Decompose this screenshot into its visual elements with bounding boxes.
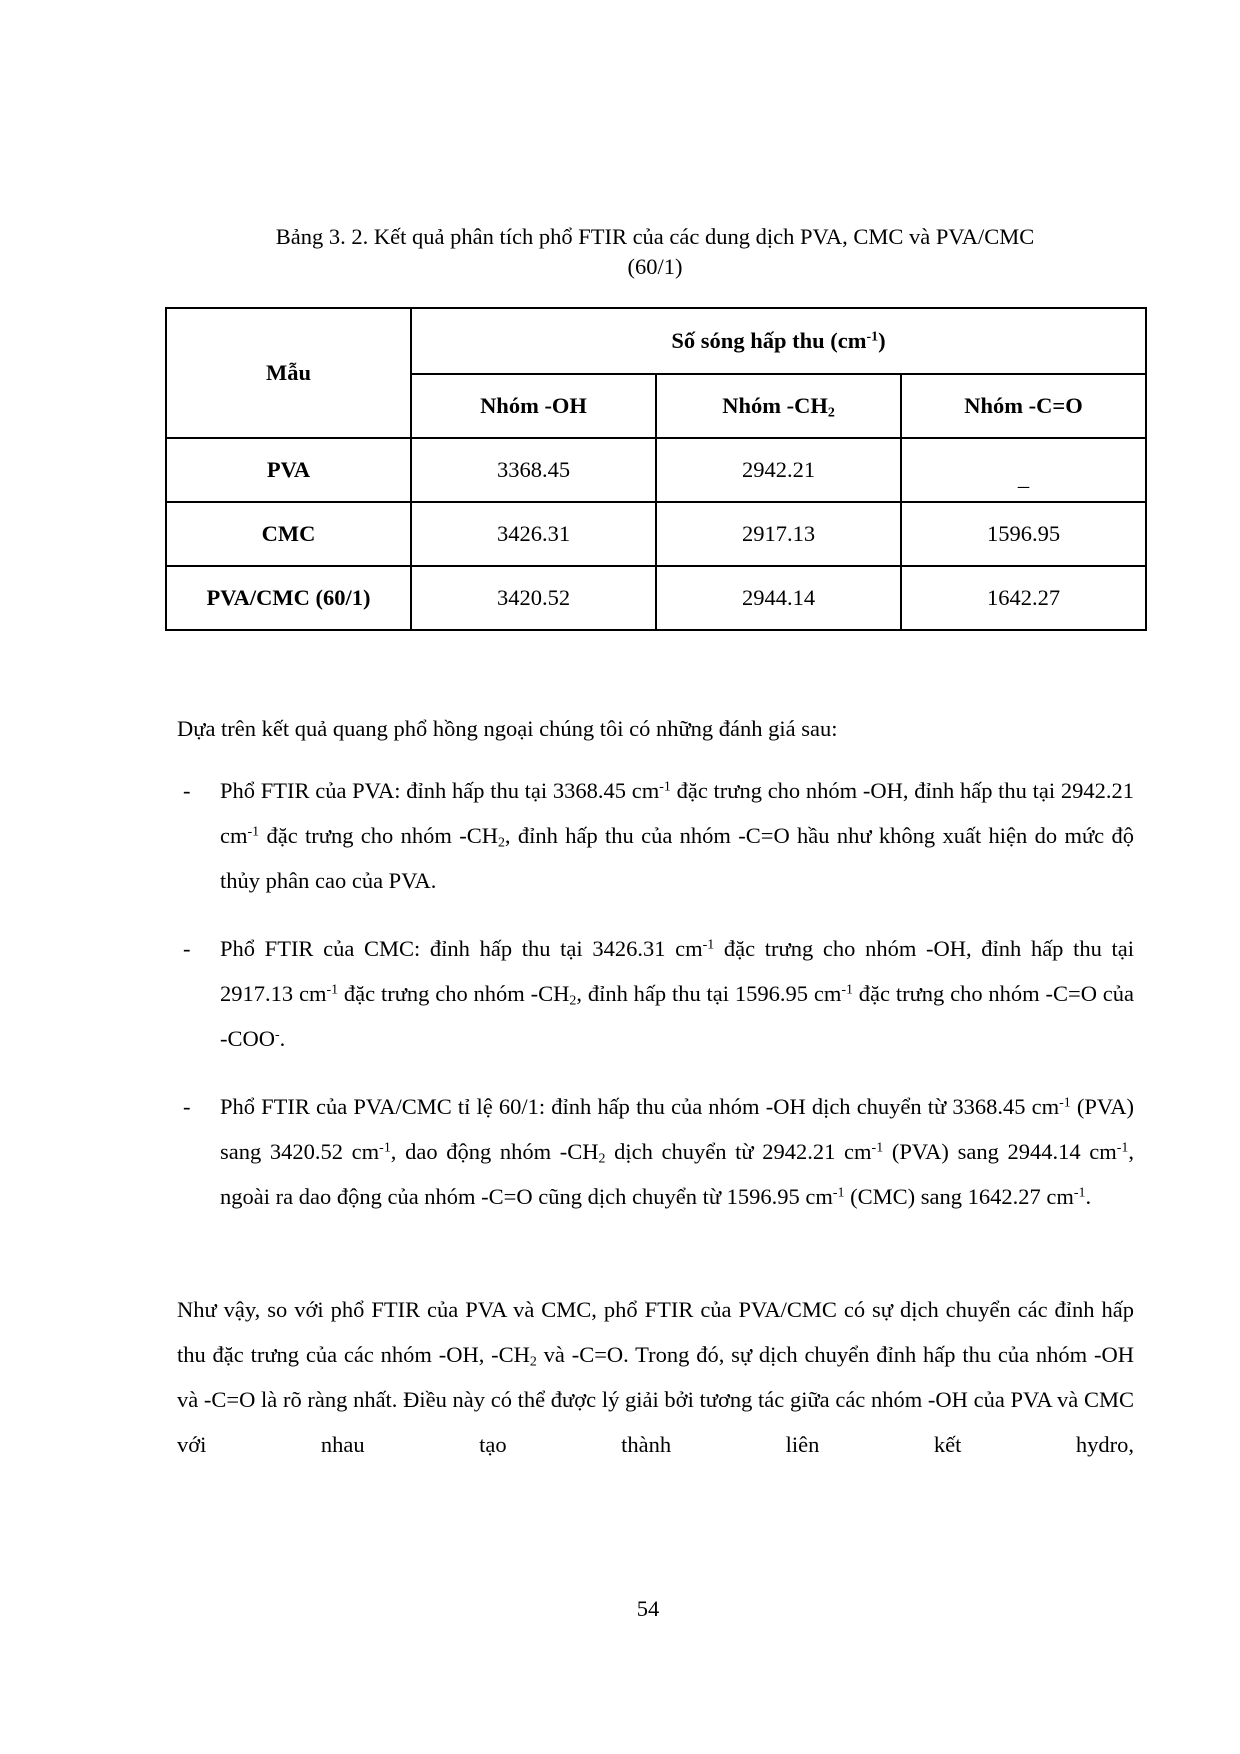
header-ch2-sub: 2 [827,405,835,421]
table-caption [166,222,1144,282]
finding-text: Phổ FTIR của CMC: đỉnh hấp thu tại 3426.31 $cm^{-1}$ đặc trưng cho nhóm -OH, đỉnh hấp thu tại 2917.13 $cm^{-1}$ đặc trưng cho nhóm $-CH_2$, đỉnh hấp thu tại 1596.95 $cm^{-1}$ đặc trưng cho nhóm -C=O của -COO-. [220,936,1135,1051]
finding-cmc [177,926,1134,1061]
header-oh-text: Nhóm -OH [480,393,587,418]
caption-line-1: Bảng 3. 2. Kết quả phân tích phổ FTIR của các dung dịch PVA, CMC và PVA/CMC [275,224,1035,249]
cell-co-value: _ [1017,465,1030,490]
caption-line-2: (60/1) [627,254,683,279]
cell-ch2: 2942.21 [656,438,901,502]
header-wavenumber-sup: -1 [866,329,879,345]
header-sample: Mẫu [166,308,411,438]
cell-sample: PVA/CMC (60/1) [166,566,411,630]
header-oh [411,374,656,438]
table-row [166,438,1146,502]
finding-text: Phổ FTIR của PVA/CMC tỉ lệ 60/1: đỉnh hấp thu của nhóm -OH dịch chuyển từ 3368.45 $cm^{-1}$ (PVA) sang 3420.52 $cm^{-1}$, dao động nhóm $-CH_2$ dịch chuyển từ 2942.21 $cm^{-1}$ (PVA) sang 2944.14 $cm^{-1}$, ngoài ra dao động của nhóm -C=O cũng dịch chuyển từ 1596.95 $cm^{-1}$ (CMC) sang 1642.27 $cm^{-1}$. [220,1094,1134,1209]
intro-paragraph: Dựa trên kết quả quang phổ hồng ngoại chúng tôi có những đánh giá sau: [177,716,838,741]
header-co [901,374,1146,438]
ftir-results-table [165,307,1147,631]
cell-sample: PVA [166,438,411,502]
cell-oh: 3426.31 [411,502,656,566]
cell-co: 1596.95 [901,502,1146,566]
cell-ch2: 2944.14 [656,566,901,630]
finding-text: Phổ FTIR của PVA: đỉnh hấp thu tại 3368.45 $cm^{-1}$ đặc trưng cho nhóm -OH, đỉnh hấp thu tại 2942.21 $cm^{-1}$ đặc trưng cho nhóm $-CH_2$, đỉnh hấp thu của nhóm -C=O hầu như không xuất hiện do mức độ thủy phân cao của PVA. [220,778,1134,893]
cell-co [901,438,1146,502]
header-ch2 [656,374,901,438]
bullet-dash: - [183,778,191,803]
header-wavenumber-group [411,308,1146,374]
conclusion-paragraph [177,1287,1134,1467]
page-number: 54 [636,1596,660,1621]
table-header-row-1 [166,308,1146,374]
header-wavenumber-suffix: ) [878,328,886,353]
findings-list [177,768,1134,1242]
cell-ch2: 2917.13 [656,502,901,566]
cell-oh: 3420.52 [411,566,656,630]
header-wavenumber-text: Số sóng hấp thu (cm [671,328,867,353]
finding-pva [177,768,1134,903]
bullet-dash: - [183,936,191,961]
cell-co: 1642.27 [901,566,1146,630]
table-row [166,502,1146,566]
finding-pva-cmc [177,1084,1134,1219]
header-co-text: Nhóm -C=O [964,393,1083,418]
conclusion-text: Như vậy, so với phổ FTIR của PVA và CMC, phổ FTIR của PVA/CMC có sự dịch chuyển các đỉnh hấp thu đặc trưng của các nhóm -OH, $-CH_2$ và -C=O. Trong đó, sự dịch chuyển đỉnh hấp thu của nhóm -OH và -C=O là rõ ràng nhất. Điều này có thể được lý giải bởi tương tác giữa các nhóm -OH của PVA và CMC với nhau tạo thành liên kết hydro, [177,1297,1134,1457]
cell-oh: 3368.45 [411,438,656,502]
bullet-dash: - [183,1094,191,1119]
cell-sample: CMC [166,502,411,566]
header-ch2-text: Nhóm -CH [722,393,828,418]
table-row [166,566,1146,630]
